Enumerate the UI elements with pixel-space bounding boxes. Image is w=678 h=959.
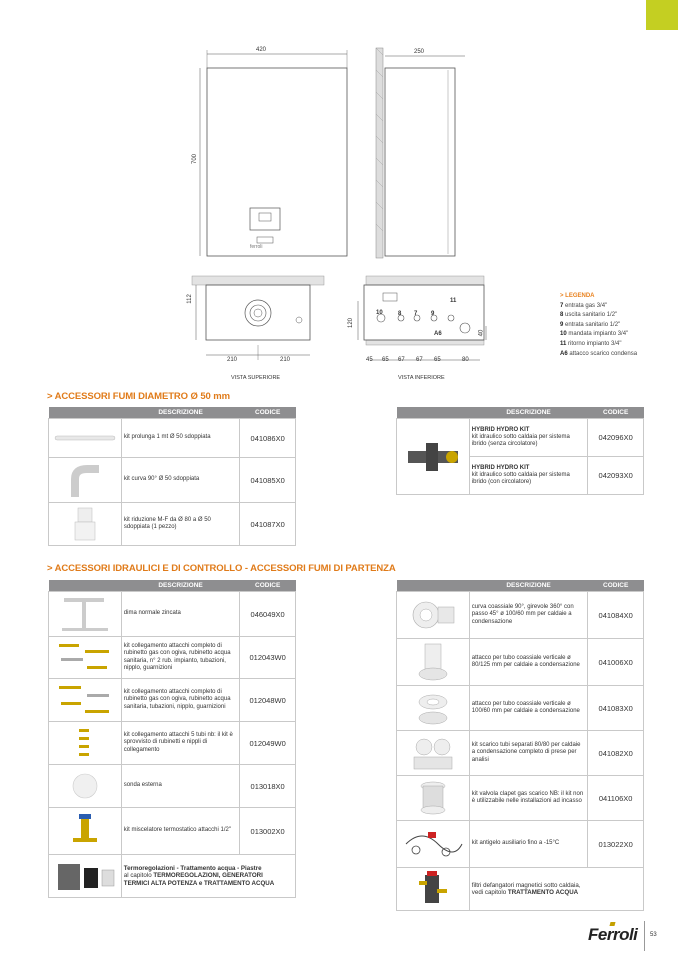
bottom-view-label: VISTA INFERIORE bbox=[398, 375, 445, 381]
marker-7: 7 bbox=[414, 311, 418, 317]
marker-11: 11 bbox=[450, 298, 457, 304]
dim-top-half-right: 210 bbox=[280, 357, 291, 363]
page-number: 53 bbox=[650, 932, 657, 938]
dim-bottom-height: 120 bbox=[348, 317, 355, 329]
section2-left-table bbox=[48, 580, 296, 898]
legend-title: > LEGENDA bbox=[560, 293, 595, 299]
table-row: curva coassiale 90°, girevole 360° con passo 45° ø 100/60 mm per caldaie a condensazione 041084X0 bbox=[397, 592, 644, 639]
section1-right-table bbox=[396, 407, 644, 495]
top-view-label: VISTA SUPERIORE bbox=[231, 375, 281, 381]
dim-bottom-5: 80 bbox=[462, 357, 469, 363]
legend-item: 10 mandata impianto 3/4" bbox=[560, 331, 629, 338]
table-row: dima normale zincata 046049X0 bbox=[49, 592, 296, 637]
table-row: kit valvola clapet gas scarico NB: il kit non è utilizzabile nelle installazioni ad incasso 041106X0 bbox=[397, 776, 644, 821]
front-badge: ferroli bbox=[250, 244, 263, 250]
section1-left-table bbox=[48, 407, 296, 546]
section2-right-table bbox=[396, 580, 644, 911]
reducer-image bbox=[49, 506, 121, 542]
table-row: sonda esterna 013018X0 bbox=[49, 765, 296, 808]
legend-item: 8 uscita sanitario 1/2" bbox=[560, 312, 618, 319]
legend-item: 11 ritorno impianto 3/4" bbox=[560, 340, 622, 347]
dim-front-height: 700 bbox=[192, 153, 199, 165]
table-row: kit riduzione M-F da Ø 80 a Ø 50 sdoppiata (1 pezzo) 041087X0 bbox=[49, 503, 296, 546]
table-row: HYBRID HYDRO KIT kit idraulico sotto caldaia per sistema ibrido (con circolatore) 042093X0 bbox=[397, 457, 644, 495]
col-header-code: CODICE bbox=[240, 407, 296, 419]
table-row: kit collegamento attacchi completo di rubinetto gas con ogiva, rubinetto acqua sanitaria, tubazioni, nipplo, guarnizioni 012048W0 bbox=[49, 679, 296, 722]
section1-title: > ACCESSORI FUMI DIAMETRO Ø 50 mm bbox=[47, 391, 230, 402]
vertical-coaxial-image bbox=[397, 642, 469, 682]
table-row: kit curva 90° Ø 50 sdoppiata 041085X0 bbox=[49, 458, 296, 503]
connection-kit-image bbox=[49, 640, 121, 676]
table-row: attacco per tubo coassiale verticale ø 80/125 mm per caldaie a condensazione 041006X0 bbox=[397, 639, 644, 686]
hybrid-kit-image bbox=[397, 437, 469, 477]
col-header-desc: DESCRIZIONE bbox=[469, 407, 588, 419]
template-image bbox=[49, 594, 121, 634]
table-row: HYBRID HYDRO KIT kit idraulico sotto caldaia per sistema ibrido (senza circolatore) 042096X0 bbox=[397, 419, 644, 457]
dim-bottom-3: 67 bbox=[416, 357, 423, 363]
dim-bottom-right: 40 bbox=[478, 329, 485, 337]
col-header-desc: DESCRIZIONE bbox=[469, 580, 588, 592]
dim-side-depth: 250 bbox=[414, 49, 425, 55]
thermostatic-mixer-image bbox=[49, 812, 121, 850]
legend-item: 7 entrata gas 3/4" bbox=[560, 302, 608, 309]
elbow-90-image bbox=[49, 461, 121, 499]
legend bbox=[560, 292, 637, 359]
coaxial-elbow-image bbox=[397, 597, 469, 633]
dim-front-width: 420 bbox=[256, 47, 267, 53]
table-row: kit miscelatore termostatico attacchi 1/2" 013002X0 bbox=[49, 808, 296, 855]
marker-10: 10 bbox=[376, 310, 383, 316]
external-probe-image bbox=[49, 771, 121, 801]
section2-title: > ACCESSORI IDRAULICI E DI CONTROLLO - ACCESSORI FUMI DI PARTENZA bbox=[47, 563, 396, 574]
legend-item: 9 entrata sanitario 1/2" bbox=[560, 321, 621, 328]
marker-9: 9 bbox=[431, 311, 435, 317]
pipes-kit-image bbox=[49, 725, 121, 761]
thermoregulation-image bbox=[49, 858, 121, 894]
col-header-code: CODICE bbox=[588, 407, 644, 419]
magnetic-filter-image bbox=[397, 869, 469, 909]
table-row: kit prolunga 1 mt Ø 50 sdoppiata 041086X0 bbox=[49, 419, 296, 458]
col-header-code: CODICE bbox=[588, 580, 644, 592]
marker-8: 8 bbox=[398, 311, 402, 317]
table-row: kit scarico tubi separati 80/80 per caldaie a condensazione completo di prese per analisi 041082X0 bbox=[397, 731, 644, 776]
table-row: filtri defangatori magnetici sotto caldaia, vedi capitolo TRATTAMENTO ACQUA bbox=[397, 868, 644, 911]
brand-logo: Ferroli bbox=[588, 925, 638, 944]
connection-kit-image bbox=[49, 682, 121, 718]
antifreeze-kit-image bbox=[397, 826, 469, 862]
marker-a6: A6 bbox=[434, 331, 442, 337]
col-header-desc: DESCRIZIONE bbox=[121, 407, 239, 419]
table-row: Termoregolazioni - Trattamento acqua - Piastre al capitolo TERMOREGOLAZIONI, GENERATORI TERMICI ALTA POTENZA e TRATTAMENTO ACQUA bbox=[49, 855, 296, 898]
corner-tab bbox=[646, 0, 678, 30]
table-row: attacco per tubo coassiale verticale ø 100/60 mm per caldaie a condensazione 041083X0 bbox=[397, 686, 644, 731]
dim-top-depth: 112 bbox=[186, 294, 193, 304]
col-header-code: CODICE bbox=[240, 580, 296, 592]
dim-bottom-4: 65 bbox=[434, 357, 441, 363]
dim-bottom-0: 45 bbox=[366, 357, 373, 363]
dim-bottom-2: 67 bbox=[398, 357, 405, 363]
table-row: kit collegamento attacchi 5 tubi nb: il kit è sprovvisto di rubinetti e nippli di collegamento 012049W0 bbox=[49, 722, 296, 765]
dim-top-half-left: 210 bbox=[227, 357, 238, 363]
legend-item: A6 attacco scarico condensa bbox=[560, 350, 638, 357]
table-row: kit antigelo ausiliario fino a -15°C 013022X0 bbox=[397, 821, 644, 868]
footer-divider bbox=[644, 921, 645, 951]
vertical-coaxial-image bbox=[397, 688, 469, 728]
dim-bottom-1: 65 bbox=[382, 357, 389, 363]
separate-pipes-image bbox=[397, 733, 469, 773]
col-header-desc: DESCRIZIONE bbox=[121, 580, 239, 592]
table-row: kit collegamento attacchi completo di rubinetto gas con ogiva, rubinetto acqua sanitaria, n° 2 rub. impianto, tubazioni, nipplo, guarnizioni 012043W0 bbox=[49, 637, 296, 679]
clapet-valve-image bbox=[397, 778, 469, 818]
pipe-extension-image bbox=[49, 433, 121, 443]
